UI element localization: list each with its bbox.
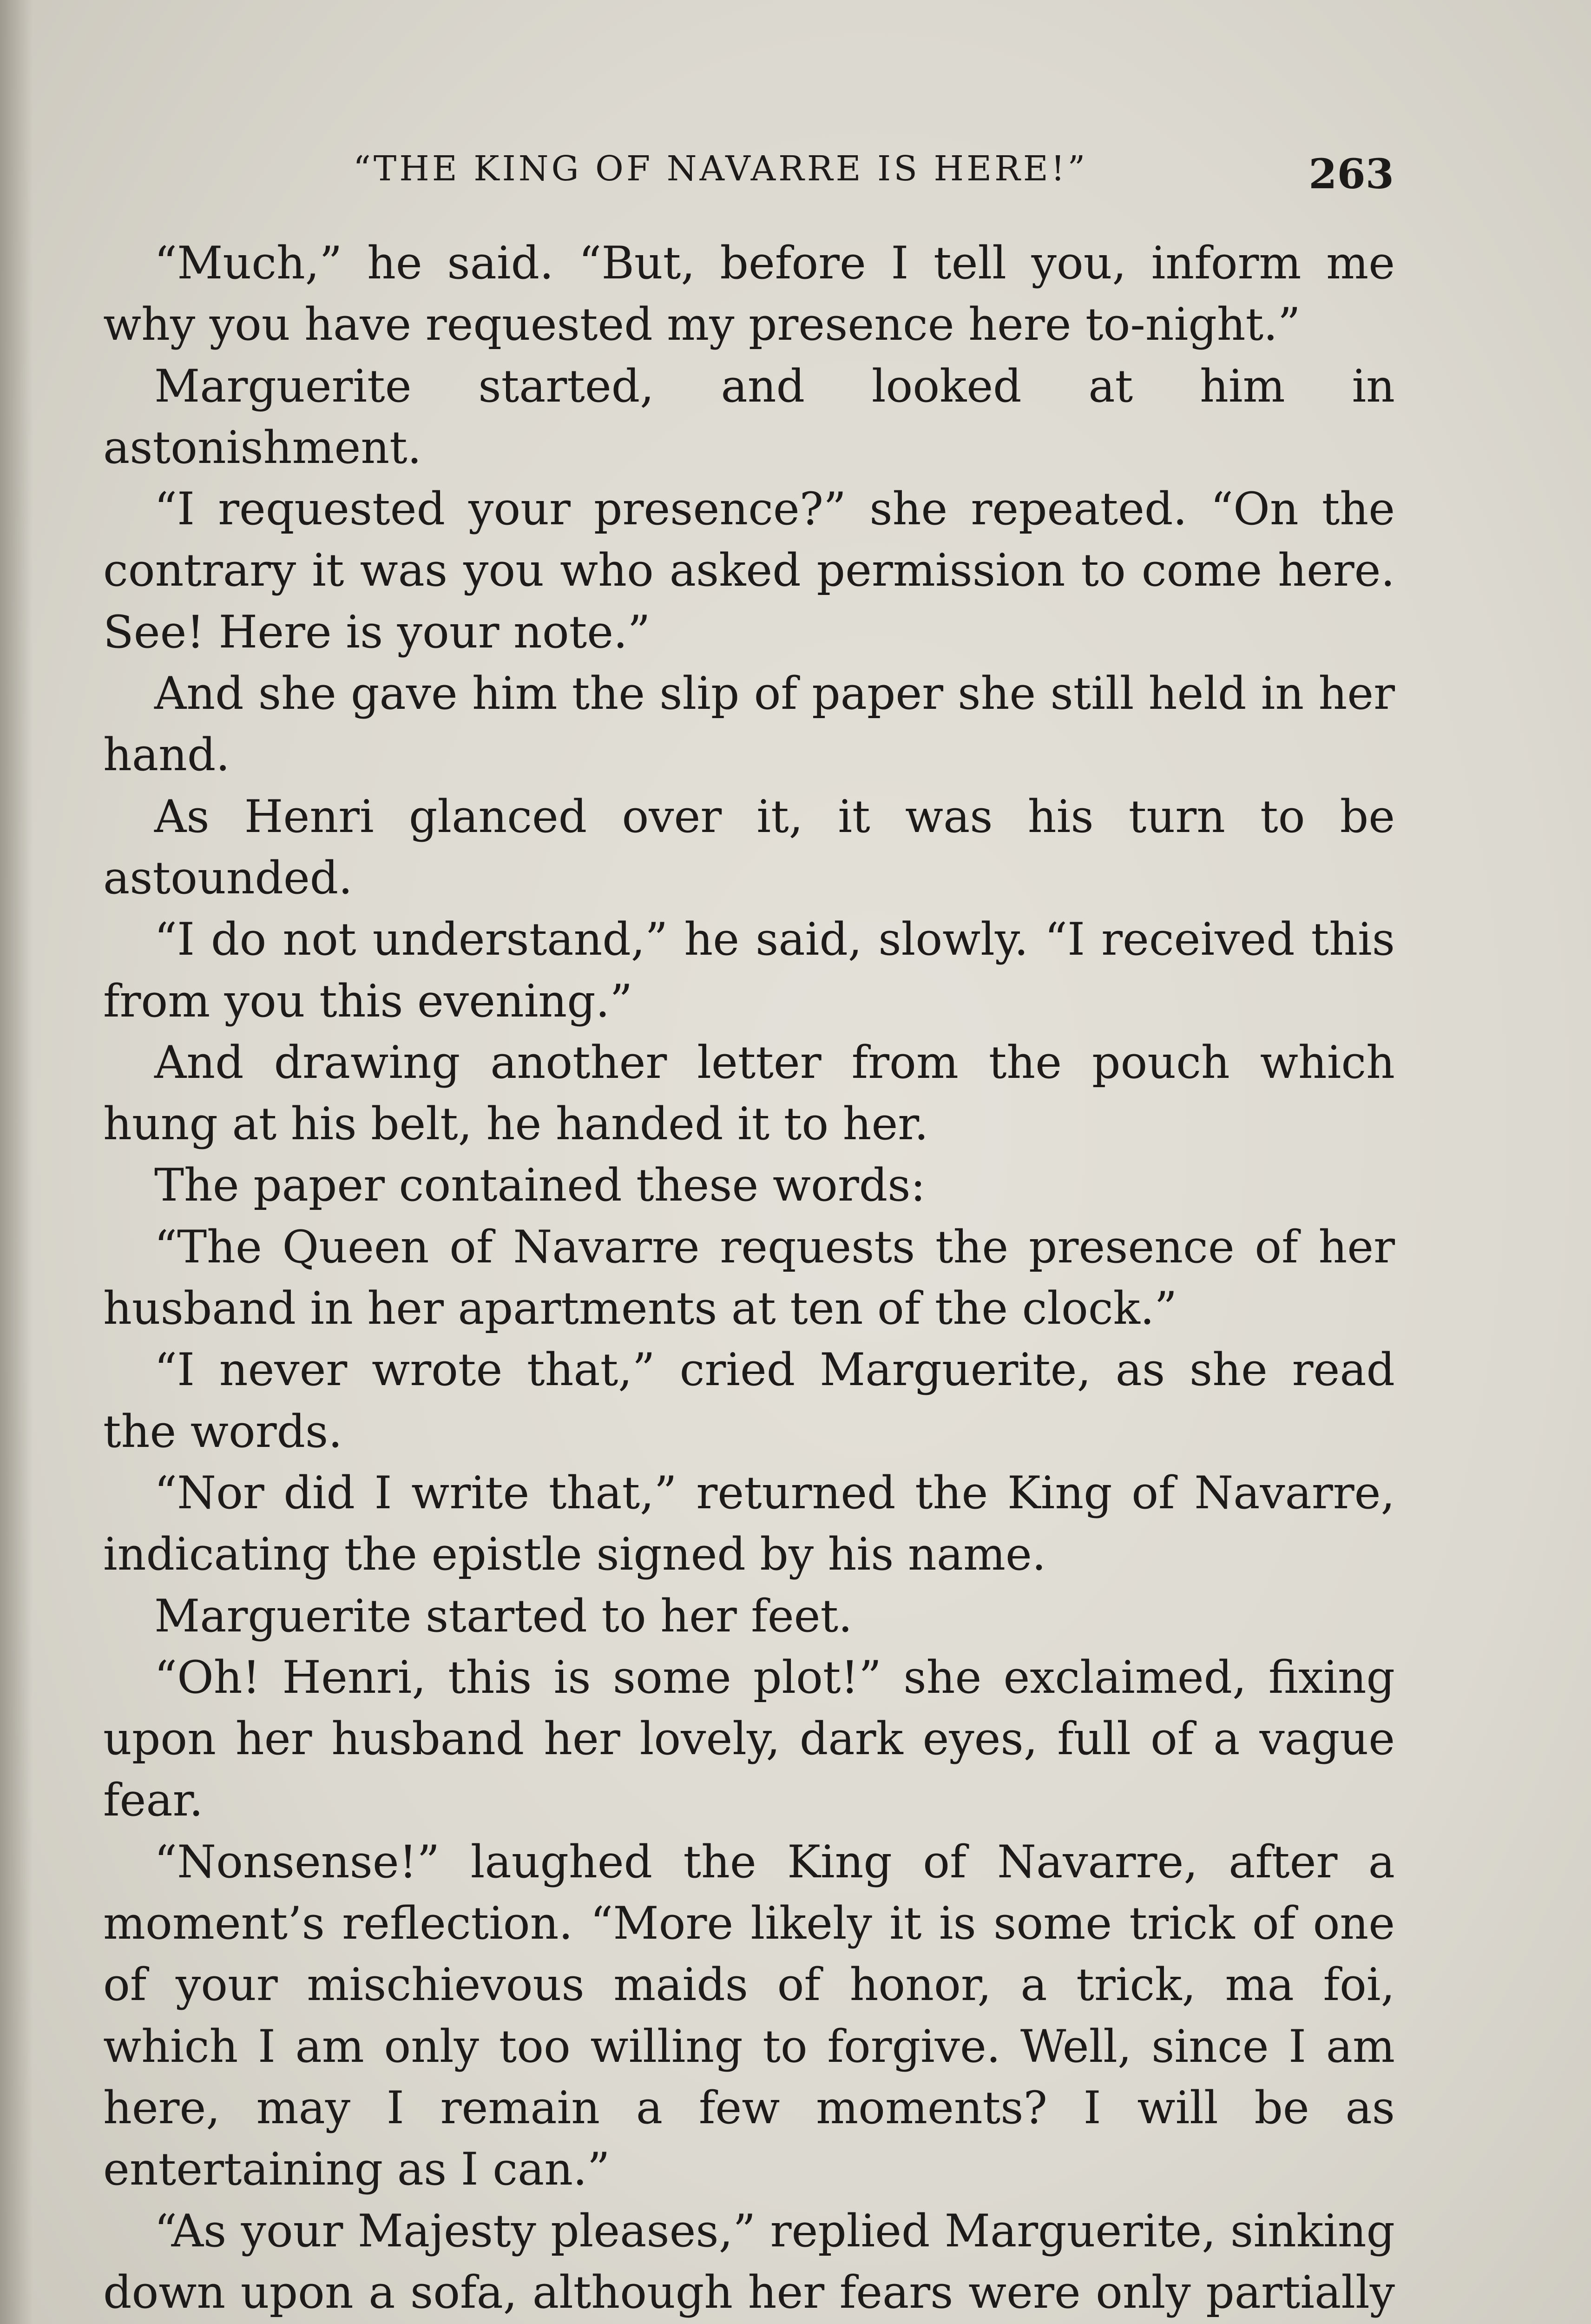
spine-shadow bbox=[0, 0, 33, 2324]
paragraph: And drawing another letter from the pouch which hung at his belt, he handed it to her. bbox=[103, 1036, 1395, 1150]
body-text bbox=[103, 232, 1395, 2324]
paragraph: The paper contained these words: bbox=[154, 1159, 926, 1212]
paragraph: “Oh! Henri, this is some plot!” she exclaimed, fixing upon her husband her lovely, dark eyes, full of a vague fear. bbox=[103, 1651, 1395, 1827]
paragraph: “As your Majesty pleases,” replied Marguerite, sinking down upon a sofa, although her fears were only partially bbox=[103, 2205, 1395, 2318]
paragraph: “I requested your presence?” she repeated. “On the contrary it was you who asked permission to come here. See! Here is your note.” bbox=[103, 483, 1395, 658]
running-head bbox=[102, 139, 1394, 214]
paragraph: “Nonsense!” laughed the King of Navarre, after a moment’s reflection. “More likely it is some trick of one of your mischievous maids of honor, a trick, ma foi, which I am only too willing to forgive. Well, since I am here, may I remain a few moments? I will be as entertaining as I can.” bbox=[103, 1835, 1395, 2196]
paragraph: “I never wrote that,” cried Marguerite, as she read the words. bbox=[103, 1344, 1395, 1458]
paragraph: “I do not understand,” he said, slowly. “I received this from you this evening.” bbox=[103, 913, 1395, 1027]
paragraph: “Nor did I write that,” returned the King of Navarre, indicating the epistle signed by his name. bbox=[103, 1466, 1395, 1581]
paragraph: As Henri glanced over it, it was his turn to be astounded. bbox=[103, 790, 1395, 904]
paragraph: Marguerite started, and looked at him in astonishment. bbox=[103, 360, 1395, 474]
page-number: 263 bbox=[1308, 150, 1394, 198]
running-title: “THE KING OF NAVARRE IS HERE!” bbox=[353, 149, 1088, 189]
paragraph: “The Queen of Navarre requests the presence of her husband in her apartments at ten of the clock.” bbox=[103, 1221, 1395, 1335]
paragraph: “Much,” he said. “But, before I tell you, inform me why you have requested my presence here to-night.” bbox=[103, 237, 1395, 351]
paragraph: And she gave him the slip of paper she still held in her hand. bbox=[103, 667, 1395, 781]
paragraph: Marguerite started to her feet. bbox=[154, 1590, 853, 1642]
